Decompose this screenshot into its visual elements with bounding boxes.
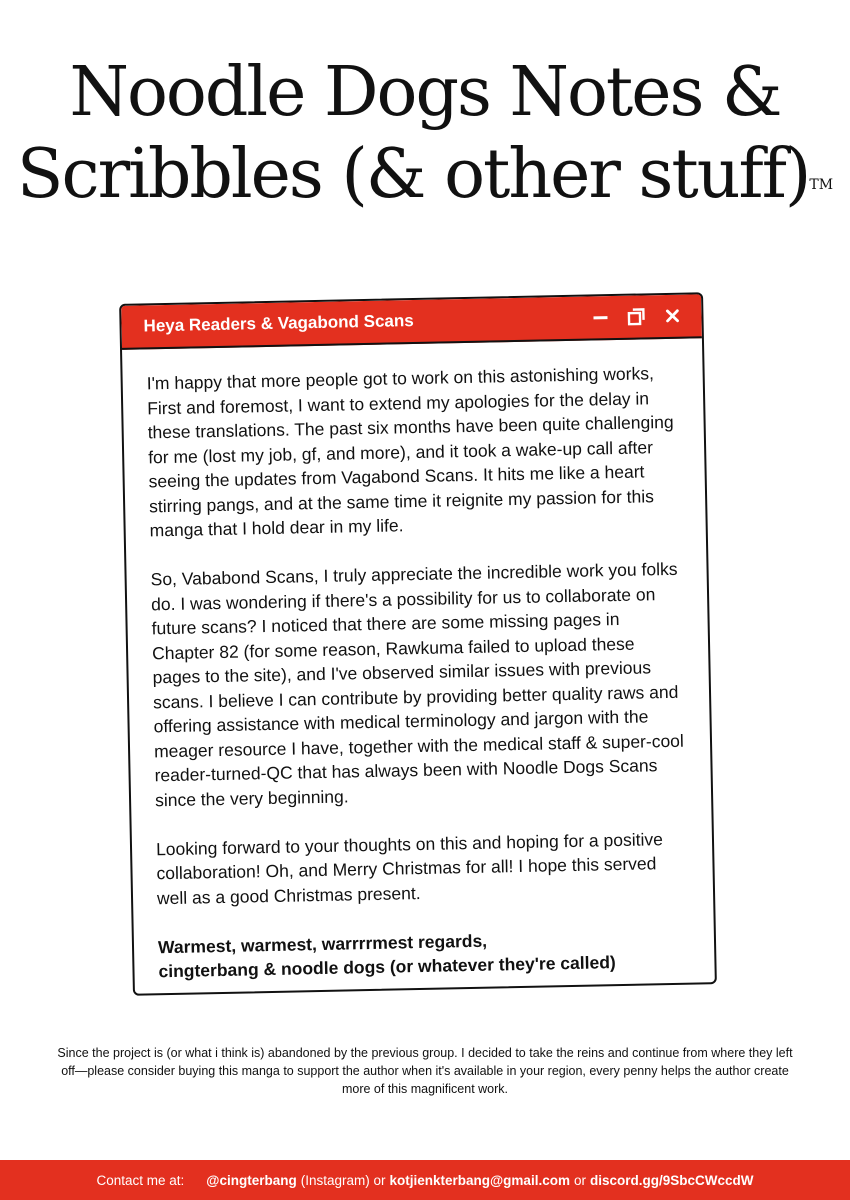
window-controls <box>591 307 681 327</box>
page-title <box>0 52 850 216</box>
contact-label: Contact me at: <box>96 1172 185 1188</box>
instagram-handle[interactable]: @cingterbang <box>206 1172 297 1188</box>
trademark-mark: TM <box>809 177 834 193</box>
title-line-1: Noodle Dogs Notes & <box>69 53 781 132</box>
close-icon[interactable] <box>663 307 681 325</box>
or-text: or <box>573 1172 586 1188</box>
signature-line-1: Warmest, warmest, warrrrmest regards, <box>157 930 488 957</box>
window-title: Heya Readers & Vagabond Scans <box>143 311 414 336</box>
footnote: Since the project is (or what i think is) abandoned by the previous group. I decided to take the reins and continue from where they left off—please consider buying this manga to support the author when it's available in your region, every penny helps the author create more of this magnificent work. <box>57 1046 793 1096</box>
instagram-suffix: (Instagram) or <box>300 1172 386 1188</box>
minimize-icon[interactable] <box>591 308 609 326</box>
discord-link[interactable]: discord.gg/9SbcCWccdW <box>589 1172 754 1188</box>
message-paragraph-3: Looking forward to your thoughts on this and hoping for a positive collaboration! Oh, and Merry Christmas for all! I hope this served well as a good Christmas present. <box>155 828 664 908</box>
title-line-2: Scribbles (& other stuff) <box>16 135 810 214</box>
message-paragraph-1: I'm happy that more people got to work on this astonishing works, First and foremost, I want to extend my apologies for the delay in these translations. The past six months have been quite challenging for me (lost my job, gf, and more), and it took a wake-up call after seeing the updates from Vagabond Scans. It hits me like a heart stirring pangs, and at the same time it reignite my passion for this manga that I hold dear in my life. <box>146 363 674 541</box>
message-window <box>119 292 717 996</box>
email-link[interactable]: kotjienkterbang@gmail.com <box>389 1172 570 1188</box>
message-paragraph-2: So, Vababond Scans, I truly appreciate the incredible work you folks do. I was wondering if there's a possibility for us to collaborate on future scans? I noticed that there are some missing pages in Chapter 82 (for some reason, Rawkuma failed to upload these pages to the site), and I've observed similar issues with previous scans. I believe I can contribute by providing better quality raws and offering assistance with medical terminology and jargon with the meager resource I have, together with the medical staff & super-cool reader-turned-QC that has always been with Noodle Dogs Scans since the very beginning. <box>150 558 684 810</box>
contact-footer <box>0 1160 850 1200</box>
restore-icon[interactable] <box>627 307 645 325</box>
window-body <box>122 338 715 984</box>
signature-line-2: cingterbang & noodle dogs (or whatever they're called) <box>158 952 616 982</box>
